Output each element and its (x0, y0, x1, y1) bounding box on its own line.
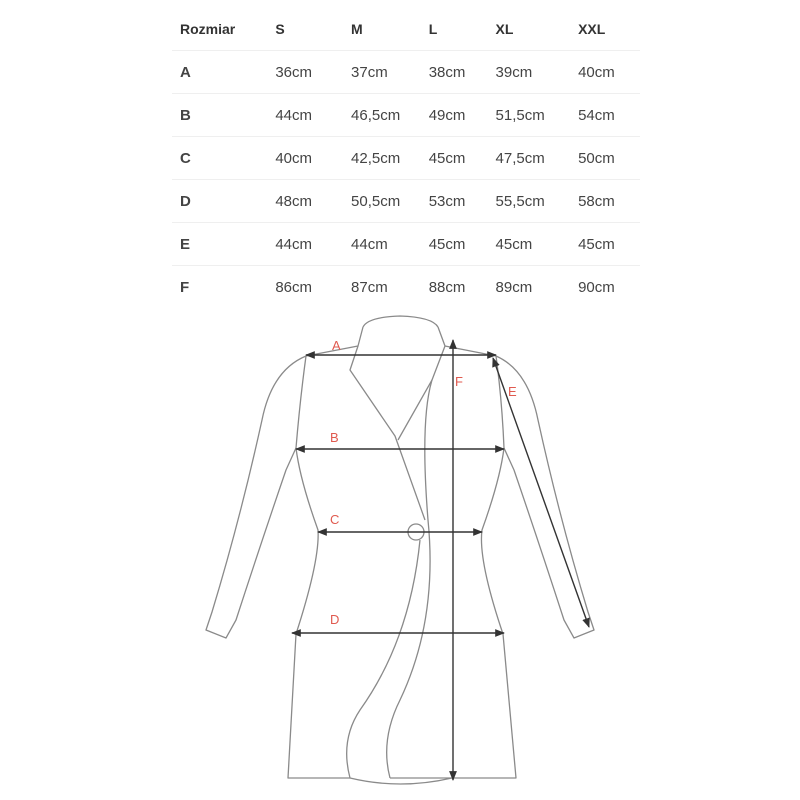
header-xl: XL (495, 21, 514, 37)
table-cell: 47,5cm (495, 149, 545, 167)
header-l: L (428, 21, 438, 37)
table-cell: 44cm (351, 235, 388, 253)
table-cell: 58cm (578, 192, 615, 210)
table-cell: 50cm (578, 149, 615, 167)
label-f: F (455, 374, 463, 389)
header-size: Rozmiar (180, 21, 236, 37)
table-cell: 48cm (275, 192, 313, 210)
table-cell: 45cm (428, 149, 466, 167)
table-cell: 45cm (578, 235, 615, 253)
label-b: B (330, 430, 339, 445)
table-cell: 54cm (578, 106, 615, 124)
table-cell: 46,5cm (351, 106, 401, 124)
table-cell: 49cm (428, 106, 466, 124)
row-label: E (180, 235, 191, 253)
table-cell: 44cm (275, 235, 313, 253)
header-xxl: XXL (578, 21, 606, 37)
label-c: C (330, 512, 340, 527)
table-cell: 44cm (275, 106, 313, 124)
header-s: S (275, 21, 285, 37)
row-label: C (180, 149, 191, 167)
table-cell: 51,5cm (495, 106, 545, 124)
table-cell: 38cm (428, 63, 466, 81)
table-cell: 50,5cm (351, 192, 401, 210)
table-cell: 45cm (428, 235, 466, 253)
table-cell: 53cm (428, 192, 466, 210)
label-d: D (330, 612, 340, 627)
table-cell: 88cm (428, 278, 466, 296)
label-a: A (332, 338, 341, 353)
table-cell: 89cm (495, 278, 533, 296)
table-cell: 39cm (495, 63, 533, 81)
table-cell: 42,5cm (351, 149, 401, 167)
table-cell: 36cm (275, 63, 313, 81)
table-cell: 55,5cm (495, 192, 545, 210)
row-label: F (180, 278, 190, 296)
table-cell: 90cm (578, 278, 615, 296)
row-label: D (180, 192, 191, 210)
jacket-outline (206, 316, 594, 784)
table-cell: 40cm (275, 149, 313, 167)
row-label: A (180, 63, 191, 81)
header-m: M (351, 21, 363, 37)
table-cell: 37cm (351, 63, 388, 81)
table-cell: 40cm (578, 63, 615, 81)
label-e: E (508, 384, 517, 399)
table-cell: 86cm (275, 278, 313, 296)
table-cell: 87cm (351, 278, 388, 296)
table-cell: 45cm (495, 235, 533, 253)
row-label: B (180, 106, 191, 124)
